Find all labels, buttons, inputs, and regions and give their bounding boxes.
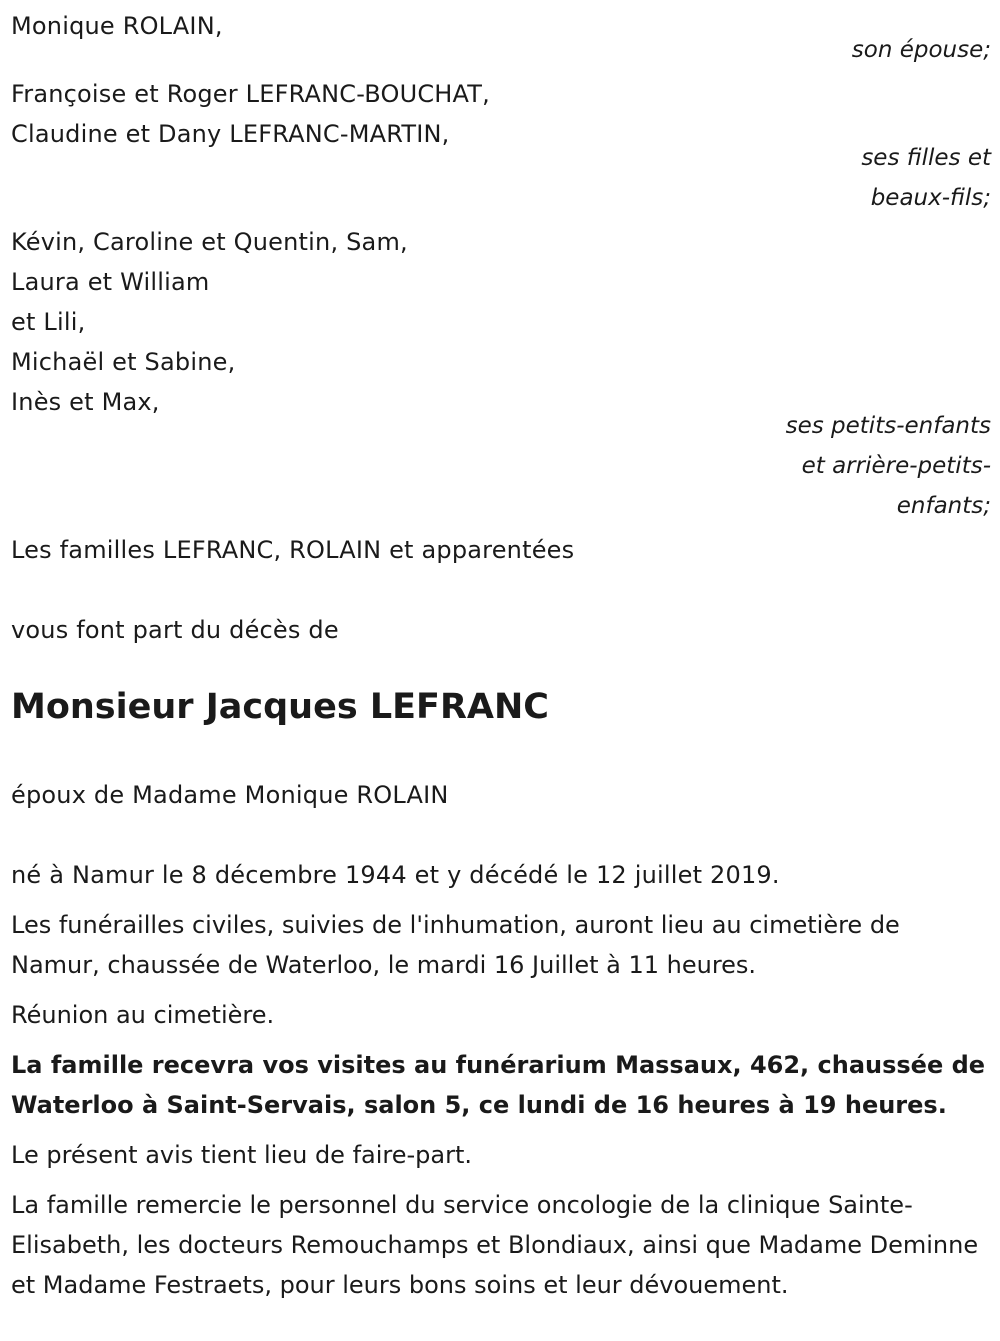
funeral-paragraph: Les funérailles civiles, suivies de l'inhumation, auront lieu au cimetière de Namur, chaussée de Waterloo, le mardi 16 Juillet à 11 heures. [11, 911, 900, 979]
birth-death: né à Namur le 8 décembre 1944 et y décédé le 12 juillet 2019. [11, 861, 780, 889]
children-role: beaux-fils; [870, 185, 991, 211]
spouse-section [11, 0, 991, 70]
grandchildren-name: Michaël et Sabine, [11, 348, 236, 376]
grandchildren-name: Laura et William [11, 268, 210, 296]
thanks-paragraph: La famille remercie le personnel du service oncologie de la clinique Sainte-Elisabeth, les docteurs Remouchamps et Blondiaux, ainsi que Madame Deminne et Madame Festraets, pour leurs bons soins et leur dévouement. [11, 1191, 979, 1299]
grandchildren-role: ses petits-enfants [785, 413, 991, 439]
announcement: vous font part du décès de [11, 616, 339, 644]
deceased-spouse-of: époux de Madame Monique ROLAIN [11, 781, 449, 809]
children-section [11, 74, 991, 218]
visits-paragraph: La famille recevra vos visites au funérarium Massaux, 462, chaussée de Waterloo à Saint-Servais, salon 5, ce lundi de 16 heures à 19 heures. [11, 1051, 986, 1119]
grandchildren-section [11, 222, 991, 526]
obituary-notice [11, 0, 991, 1305]
spouse-role: son épouse; [851, 37, 991, 63]
children-name: Claudine et Dany LEFRANC-MARTIN, [11, 120, 450, 148]
grandchildren-name: Inès et Max, [11, 388, 160, 416]
notice-paragraph: Le présent avis tient lieu de faire-part. [11, 1141, 473, 1169]
children-name: Françoise et Roger LEFRANC-BOUCHAT, [11, 80, 490, 108]
grandchildren-name: et Lili, [11, 308, 86, 336]
other-families: Les familles LEFRANC, ROLAIN et apparentées [11, 536, 575, 564]
children-role: ses filles et [861, 145, 991, 171]
spouse-name: Monique ROLAIN, [11, 12, 223, 40]
meeting-paragraph: Réunion au cimetière. [11, 1001, 275, 1029]
deceased-name: Monsieur Jacques LEFRANC [11, 687, 549, 727]
grandchildren-name: Kévin, Caroline et Quentin, Sam, [11, 228, 408, 256]
grandchildren-role: enfants; [896, 493, 991, 519]
grandchildren-role: et arrière-petits- [801, 453, 991, 479]
